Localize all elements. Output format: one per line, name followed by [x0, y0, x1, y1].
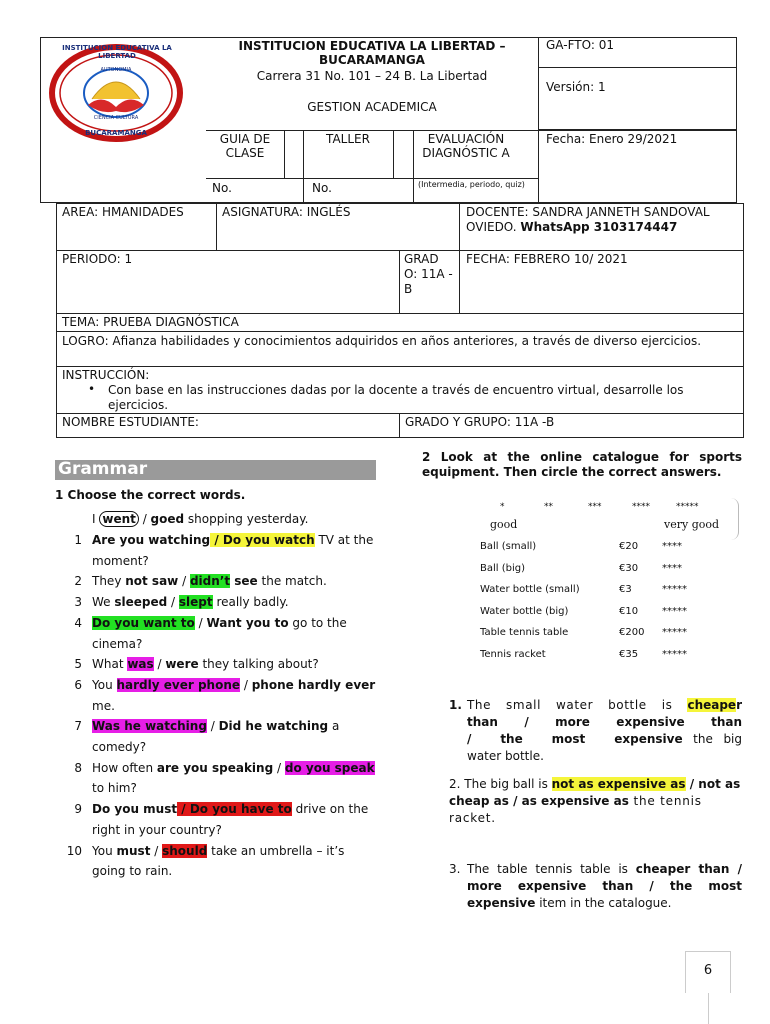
institution-name: INSTITUCION EDUCATIVA LA LIBERTAD – — [238, 39, 506, 53]
q1-item-number: 7 — [74, 719, 82, 734]
doc-code: GA-FTO: 01 — [546, 38, 614, 52]
q1-text: / — [167, 595, 179, 610]
q1-text: me. — [92, 698, 115, 713]
q1-option[interactable]: phone hardly ever — [251, 677, 376, 692]
q1-text: / — [206, 719, 219, 734]
q1-option[interactable]: must — [116, 843, 151, 858]
catalogue-price: €20 — [619, 541, 639, 552]
q1-option[interactable]: were — [165, 657, 199, 672]
a3-text — [449, 861, 742, 912]
col-div-b — [303, 130, 304, 203]
catalogue-stars: ***** — [662, 605, 687, 617]
q1-example — [92, 512, 308, 526]
area-row-divider — [56, 250, 744, 251]
period-row-divider — [56, 313, 744, 314]
instruction-title: INSTRUCCIÓN: — [62, 368, 150, 382]
instruction-bullet: • — [88, 382, 96, 396]
q2-answer-2 — [449, 776, 742, 827]
q2-title: 2 Look at the online catalogue for sports equipment. Then circle the correct answers. — [422, 450, 742, 479]
q1-text: drive on the right in your country? — [92, 802, 369, 837]
rating-scale-step: ***** — [676, 502, 699, 512]
q1-text: really badly. — [212, 595, 289, 610]
teacher-whatsapp: WhatsApp 3103174447 — [520, 220, 678, 234]
col-div-e — [538, 130, 539, 203]
q1-text: They — [92, 574, 126, 589]
catalogue-item: Water bottle (small) — [480, 584, 580, 595]
q1-text: take an umbrella – it’s going to rain. — [92, 843, 345, 879]
topic-row-divider — [56, 331, 744, 332]
q1-text: / — [273, 760, 285, 775]
q1-option[interactable]: Do you want to — [92, 615, 195, 630]
catalogue-stars: ***** — [662, 627, 687, 638]
col-div-c — [393, 130, 394, 178]
guide-label: GUIA DE CLASE — [219, 132, 271, 160]
rating-scale — [500, 502, 720, 514]
rating-scale-step: ** — [544, 502, 553, 512]
q1-option[interactable]: / Do you watch — [210, 533, 315, 547]
catalogue-price: €3 — [619, 584, 632, 595]
q1-text: / — [178, 574, 190, 589]
rating-scale-step: *** — [588, 502, 602, 512]
a1-text — [449, 697, 742, 765]
catalogue-stars: **** — [662, 541, 682, 552]
q1-item — [62, 799, 380, 840]
col-div-a — [284, 130, 285, 178]
catalogue-stars: ***** — [662, 584, 687, 595]
grade-group-field: GRADO Y GRUPO: 11A -B — [405, 415, 555, 429]
example-option-b: goed — [150, 512, 185, 526]
department-name: GESTION ACADEMICA — [307, 100, 437, 114]
q1-option[interactable]: Are you watching — [92, 533, 211, 547]
q1-text: You — [92, 677, 117, 692]
q1-item — [62, 613, 380, 654]
logo-text-inner2: CIENCIA CULTURA — [93, 115, 139, 121]
catalogue-price: €200 — [619, 627, 645, 638]
q1-text: a comedy? — [92, 719, 340, 755]
doc-date: Fecha: Enero 29/2021 — [546, 132, 678, 146]
q1-option[interactable]: Do you must — [92, 802, 178, 817]
q1-option[interactable]: didn’t — [189, 574, 231, 589]
page-number: 6 — [703, 963, 713, 978]
q1-text: You — [92, 843, 117, 858]
info-div-2 — [459, 203, 460, 313]
a2-post: the tennis racket. — [449, 794, 702, 825]
goal-row-divider — [56, 366, 744, 367]
q1-option[interactable]: should — [162, 843, 208, 858]
q1-text: / — [153, 657, 166, 672]
q1-text: / — [240, 677, 252, 692]
scale-low-label: good — [490, 518, 518, 531]
number-label-1: No. — [212, 181, 232, 195]
instr-row-divider — [56, 413, 744, 414]
catalogue-item: Water bottle (big) — [480, 605, 569, 617]
info-div-4 — [399, 413, 400, 438]
header-row-divider — [206, 130, 737, 131]
q1-text: go to the cinema? — [92, 615, 347, 651]
info-div-3 — [399, 250, 400, 313]
a1-suffix: r — [736, 698, 742, 712]
grade-field: GRAD O: 11A -B — [404, 252, 453, 296]
grammar-heading: Grammar — [58, 459, 148, 479]
q1-text: TV at the moment? — [92, 533, 374, 568]
q1-text: What — [92, 657, 128, 672]
evaluation-note: (Intermedia, periodo, quiz) — [418, 180, 525, 189]
info-div-1 — [216, 203, 217, 250]
doc-version: Versión: 1 — [546, 80, 606, 94]
teacher-field — [466, 205, 736, 235]
q1-option[interactable]: not saw — [125, 574, 179, 589]
q1-item — [62, 716, 380, 757]
q1-item — [62, 675, 380, 716]
q1-item — [62, 654, 380, 675]
q1-item-number: 4 — [74, 615, 82, 630]
q1-item-number: 8 — [74, 760, 82, 775]
logo-text-bottom: BUCARAMANGA — [85, 129, 147, 137]
q2-answer-3 — [449, 861, 742, 912]
period-field: PERIODO: 1 — [62, 252, 133, 266]
col-div-d — [413, 130, 414, 203]
q1-option[interactable]: are you speaking — [156, 760, 274, 775]
q1-item — [62, 571, 380, 592]
catalogue-item: Tennis racket — [480, 648, 546, 660]
catalogue-price: €10 — [619, 605, 639, 617]
example-sep: / — [138, 512, 151, 526]
scale-high-label: very good — [664, 518, 720, 531]
institution-logo — [48, 43, 184, 143]
rating-scale-step: **** — [632, 502, 650, 512]
q1-text: they talking about? — [198, 657, 319, 672]
q1-item — [62, 592, 380, 613]
a2-highlight[interactable]: not as expensive as — [551, 777, 686, 791]
q1-item — [62, 841, 380, 882]
a1-post: the big water bottle. — [467, 732, 743, 763]
area-field: AREA: HMANIDADES — [62, 205, 184, 219]
q1-option[interactable]: sleeped — [114, 595, 168, 610]
a3-post: item in the catalogue. — [535, 896, 672, 910]
date-field: FECHA: FEBRERO 10/ 2021 — [466, 252, 628, 266]
workshop-label: TALLER — [326, 132, 370, 146]
page-number-line — [708, 993, 709, 1024]
q1-text: / — [194, 615, 207, 630]
a1-highlight[interactable]: cheape — [687, 698, 737, 712]
a2-options: / not as cheap as / as expensive as — [449, 777, 741, 808]
example-answer-circled[interactable]: went — [99, 511, 139, 527]
rating-scale-step: * — [500, 502, 505, 512]
logo-text-inner: AUTONOMIA — [100, 67, 132, 73]
q1-item-number: 1 — [74, 533, 82, 547]
catalogue-item: Ball (small) — [480, 541, 537, 552]
q1-item-number: 2 — [74, 574, 82, 589]
catalogue-price: €35 — [619, 648, 639, 660]
subject-field: ASIGNATURA: INGLÉS — [222, 205, 351, 219]
q1-option[interactable]: Was he watching — [92, 719, 207, 734]
q1-item-number: 3 — [74, 595, 82, 610]
a1-pre: The small water bottle is — [467, 698, 688, 712]
q1-list — [62, 530, 380, 882]
q1-item-number: 10 — [66, 843, 82, 858]
a3-options: cheaper than / more expensive than / the most expensive — [467, 862, 742, 910]
catalogue-price: €30 — [619, 562, 639, 574]
q2-answer-1 — [449, 697, 742, 765]
teacher-name: DOCENTE: SANDRA JANNETH SANDOVAL OVIEDO. — [466, 205, 710, 234]
a3-pre: The table tennis table is — [467, 862, 636, 876]
a1-number: 1. — [449, 698, 462, 712]
student-name-field[interactable]: NOMBRE ESTUDIANTE: — [62, 415, 199, 429]
q1-text: We — [92, 595, 115, 610]
q1-option[interactable]: see — [230, 574, 258, 589]
institution-city: BUCARAMANGA — [319, 53, 425, 67]
number-label-2: No. — [312, 181, 332, 195]
q1-item-number: 9 — [74, 802, 82, 817]
q1-item-number: 6 — [74, 677, 82, 692]
topic-field: TEMA: PRUEBA DIAGNÓSTICA — [62, 315, 239, 329]
q1-title: 1 Choose the correct words. — [55, 488, 246, 502]
a3-number: 3. — [449, 862, 461, 876]
q1-option[interactable]: Did he watching — [218, 719, 329, 734]
catalogue-item: Table tennis table — [480, 627, 569, 638]
institution-address: Carrera 31 No. 101 – 24 B. La Libertad — [256, 69, 488, 83]
logo-text-top: INSTITUCION EDUCATIVA LA LIBERTAD — [62, 44, 172, 60]
q1-option[interactable]: slept — [178, 595, 213, 610]
catalogue-item: Ball (big) — [480, 562, 525, 574]
q1-text: How often — [92, 760, 157, 775]
q1-text: / — [150, 843, 163, 858]
catalogue-stars: **** — [662, 562, 682, 574]
example-post: shopping yesterday. — [184, 512, 309, 526]
example-pre: I — [92, 512, 100, 526]
goal-field: LOGRO: Afianza habilidades y conocimientos adquiridos en años anteriores, a través de diverso ejercicios. — [62, 334, 702, 348]
q1-option[interactable]: was — [127, 657, 154, 672]
q1-option[interactable]: Want you to — [206, 615, 289, 630]
q1-text: to him? — [92, 781, 137, 796]
q1-text: the match. — [257, 574, 327, 589]
q1-item — [62, 758, 380, 799]
catalogue-stars: ***** — [662, 648, 687, 660]
q1-item-number: 5 — [74, 657, 82, 672]
instruction-text: Con base en las instrucciones dadas por la docente a través de encuentro virtual, desarrolle los ejercicios. — [108, 383, 684, 412]
q1-option[interactable]: do you speak — [284, 760, 375, 775]
a1-options: than / more expensive than / the most expensive — [467, 715, 742, 746]
evaluation-label: EVALUACIÓN DIAGNÓSTIC A — [422, 132, 510, 160]
q1-item — [62, 530, 380, 571]
code-divider — [538, 67, 737, 68]
q1-option[interactable]: hardly ever phone — [116, 677, 241, 692]
q1-option[interactable]: / Do you have to — [177, 802, 292, 817]
a2-pre: 2. The big ball is — [449, 777, 552, 791]
